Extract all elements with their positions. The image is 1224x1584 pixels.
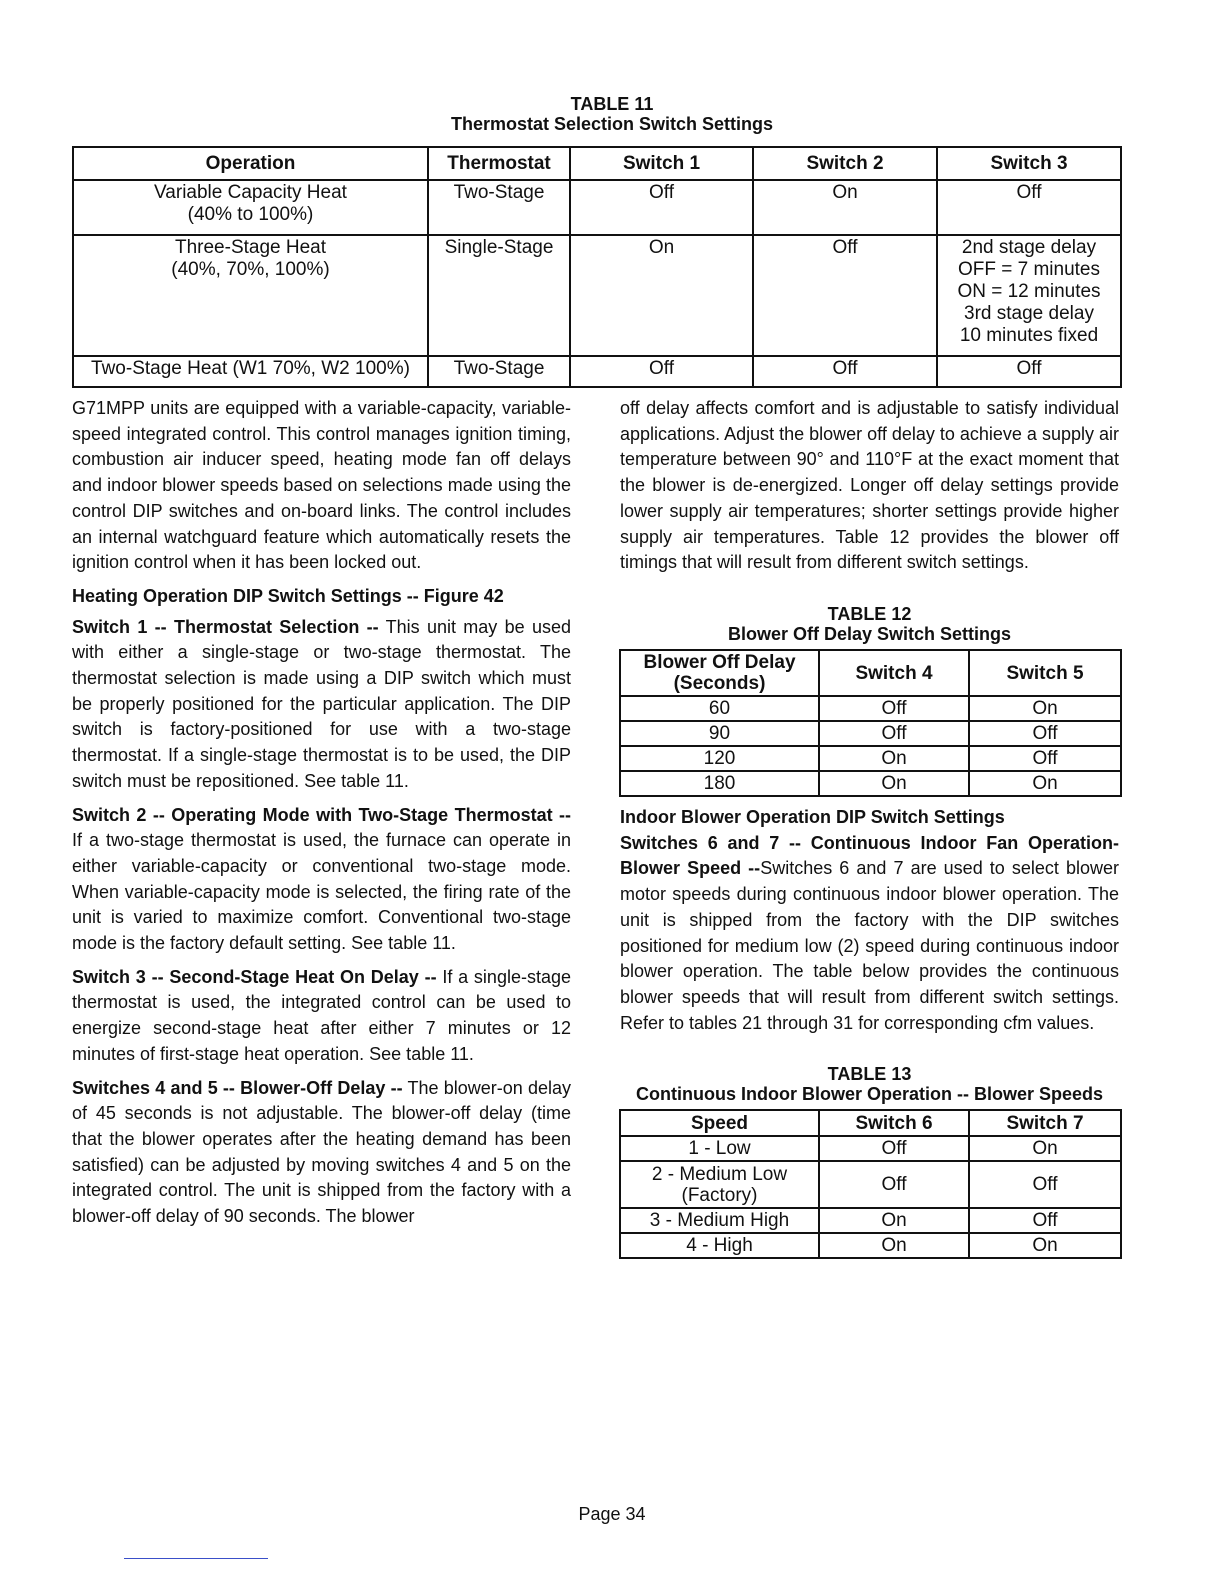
table-cell: Two-Stage bbox=[428, 180, 570, 235]
table13-label: TABLE 13 bbox=[827, 1064, 912, 1084]
table-cell: 4 - High bbox=[620, 1233, 819, 1258]
header-cell: Operation bbox=[73, 147, 428, 180]
intro-paragraph: G71MPP units are equipped with a variable-capacity, variable-speed integrated control. This control manages ignition timing, combustion air inducer speed, heating mode fan off delays and indoor blower speeds based on selections made using the control DIP switches and on-board links. The control includes an internal watchguard feature which automatically resets the ignition control when it has been locked out. bbox=[72, 398, 571, 573]
table-cell: 90 bbox=[620, 721, 819, 746]
switch2-text: If a two-stage thermostat is used, the furnace can operate in either variable-capacity or conventional two-stage mode. When variable-capacity mode is selected, the firing rate of the unit is varied to maximize comfort. Conventional two-stage mode is the factory default setting. See table 11. bbox=[72, 830, 571, 954]
table-cell: On bbox=[969, 696, 1121, 721]
table-cell: On bbox=[819, 1233, 969, 1258]
table-cell: Off bbox=[937, 356, 1121, 387]
table-cell: Off bbox=[969, 721, 1121, 746]
switch3-paragraph bbox=[72, 965, 571, 1068]
table12-label: TABLE 12 bbox=[827, 604, 912, 624]
page-number: Page 34 bbox=[578, 1504, 646, 1524]
table-cell: Off bbox=[969, 1161, 1121, 1208]
switch2-paragraph bbox=[72, 803, 571, 957]
blower-off-paragraph: off delay affects comfort and is adjustable to satisfy individual applications. Adjust the blower off delay to achieve a supply air temperature between 90° and 110°F at the exact moment that the blower is de-energized. Longer off delay settings provide lower supply air temperatures; shorter settings provide higher supply air temperatures. Table 12 provides the blower off timings that will result from different switch settings. bbox=[620, 398, 1119, 573]
header-cell: Switch 5 bbox=[969, 650, 1121, 696]
table-cell: Single-Stage bbox=[428, 235, 570, 356]
right-column-intro bbox=[620, 396, 1119, 584]
header-cell: Switch 4 bbox=[819, 650, 969, 696]
table-cell: Off bbox=[937, 180, 1121, 235]
table-cell: 3 - Medium High bbox=[620, 1208, 819, 1233]
table-cell: On bbox=[819, 746, 969, 771]
table-cell: Off bbox=[570, 180, 753, 235]
table-cell: Variable Capacity Heat (40% to 100%) bbox=[73, 180, 428, 235]
table-cell: Off bbox=[819, 696, 969, 721]
right-column-blower bbox=[620, 805, 1119, 1044]
table-row bbox=[620, 1208, 1121, 1233]
header-cell: Switch 2 bbox=[753, 147, 937, 180]
switch67-paragraph bbox=[620, 831, 1119, 1037]
footer-rule bbox=[124, 1558, 268, 1559]
table-cell: 60 bbox=[620, 696, 819, 721]
table-11 bbox=[72, 146, 1122, 388]
table-cell: On bbox=[969, 1136, 1121, 1161]
header-cell: Switch 3 bbox=[937, 147, 1121, 180]
table-cell: 2 - Medium Low (Factory) bbox=[620, 1161, 819, 1208]
header-cell: Speed bbox=[620, 1110, 819, 1136]
table13-title: Continuous Indoor Blower Operation -- Blower Speeds bbox=[635, 1084, 1103, 1104]
switch3-text: If a single-stage thermostat is used, the integrated control can be used to energize second-stage heat after either 7 minutes or 12 minutes of first-stage heat operation. See table 11. bbox=[72, 966, 571, 1064]
table-12 bbox=[619, 649, 1122, 797]
table-cell: On bbox=[819, 1208, 969, 1233]
table-row bbox=[73, 180, 1121, 235]
table-cell: Off bbox=[969, 1208, 1121, 1233]
table-cell: On bbox=[969, 1233, 1121, 1258]
table-cell: Three-Stage Heat (40%, 70%, 100%) bbox=[73, 235, 428, 356]
table-cell: Off bbox=[819, 1161, 969, 1208]
table-13 bbox=[619, 1109, 1122, 1259]
table-cell: Off bbox=[753, 235, 937, 356]
section-heading: Heating Operation DIP Switch Settings -- Figure 42 bbox=[72, 585, 504, 606]
table-cell: 180 bbox=[620, 771, 819, 796]
left-column bbox=[72, 396, 571, 1238]
header-cell: Switch 6 bbox=[819, 1110, 969, 1136]
table-cell: On bbox=[753, 180, 937, 235]
switch1-heading: Switch 1 -- Thermostat Selection -- bbox=[72, 616, 379, 637]
switch67-text: Switches 6 and 7 are used to select blower motor speeds during continuous indoor blower operation. The unit is shipped from the factory with the DIP switches positioned for medium low (2) speed during continuous indoor blower operation. The table below provides the continuous blower speeds that will result from different switch settings. Refer to tables 21 through 31 for corresponding cfm values. bbox=[620, 858, 1119, 1033]
header-cell: Switch 1 bbox=[570, 147, 753, 180]
table-cell: Off bbox=[819, 1136, 969, 1161]
header-cell: Switch 7 bbox=[969, 1110, 1121, 1136]
table11-title: Thermostat Selection Switch Settings bbox=[450, 114, 774, 134]
table11-label: TABLE 11 bbox=[570, 94, 654, 114]
switch45-paragraph bbox=[72, 1076, 571, 1230]
table-header-row bbox=[73, 147, 1121, 180]
switch45-heading: Switches 4 and 5 -- Blower-Off Delay -- bbox=[72, 1077, 403, 1098]
table-row bbox=[620, 721, 1121, 746]
switch45-text: The blower-on delay of 45 seconds is not adjustable. The blower-off delay (time that the blower operates after the heating demand has been satisfied) can be adjusted by moving switches 4 and 5 on the integrated control. The unit is shipped from the factory with a blower-off delay of 90 seconds. The blower bbox=[72, 1077, 572, 1227]
table-header-row bbox=[620, 1110, 1121, 1136]
table-cell: 2nd stage delay OFF = 7 minutes ON = 12 minutes 3rd stage delay 10 minutes fixed bbox=[937, 235, 1121, 356]
switch1-text: This unit may be used with either a single-stage or two-stage thermostat. The thermostat selection is made using a DIP switch which must be properly positioned for the particular application. The DIP switch is factory-positioned for use with a two-stage thermostat. If a single-stage thermostat is to be used, the DIP switch must be repositioned. See table 11. bbox=[72, 616, 571, 791]
table-row bbox=[620, 1161, 1121, 1208]
table-row bbox=[620, 696, 1121, 721]
switch2-heading: Switch 2 -- Operating Mode with Two-Stage Thermostat -- bbox=[72, 804, 571, 825]
table-row bbox=[620, 1136, 1121, 1161]
table-cell: Off bbox=[570, 356, 753, 387]
table-cell: 120 bbox=[620, 746, 819, 771]
table-cell: On bbox=[570, 235, 753, 356]
table-row bbox=[620, 1233, 1121, 1258]
switch3-heading: Switch 3 -- Second-Stage Heat On Delay -- bbox=[72, 966, 437, 987]
table-row bbox=[73, 356, 1121, 387]
table-row bbox=[620, 746, 1121, 771]
switch67-heading: Switches 6 and 7 -- Continuous Indoor Fan Operation-Blower Speed -- bbox=[620, 832, 1119, 879]
indoor-blower-heading: Indoor Blower Operation DIP Switch Settings bbox=[620, 807, 1005, 827]
table-cell: Off bbox=[753, 356, 937, 387]
table-row bbox=[620, 771, 1121, 796]
table12-title: Blower Off Delay Switch Settings bbox=[727, 624, 1012, 644]
table-row bbox=[73, 235, 1121, 356]
table-cell: Off bbox=[969, 746, 1121, 771]
table-cell: Two-Stage bbox=[428, 356, 570, 387]
table-cell: On bbox=[969, 771, 1121, 796]
table-header-row bbox=[620, 650, 1121, 696]
header-cell: Blower Off Delay (Seconds) bbox=[620, 650, 819, 696]
table-cell: Two-Stage Heat (W1 70%, W2 100%) bbox=[73, 356, 428, 387]
table-cell: On bbox=[819, 771, 969, 796]
header-cell: Thermostat bbox=[428, 147, 570, 180]
table-cell: Off bbox=[819, 721, 969, 746]
switch1-paragraph bbox=[72, 615, 571, 795]
table-cell: 1 - Low bbox=[620, 1136, 819, 1161]
